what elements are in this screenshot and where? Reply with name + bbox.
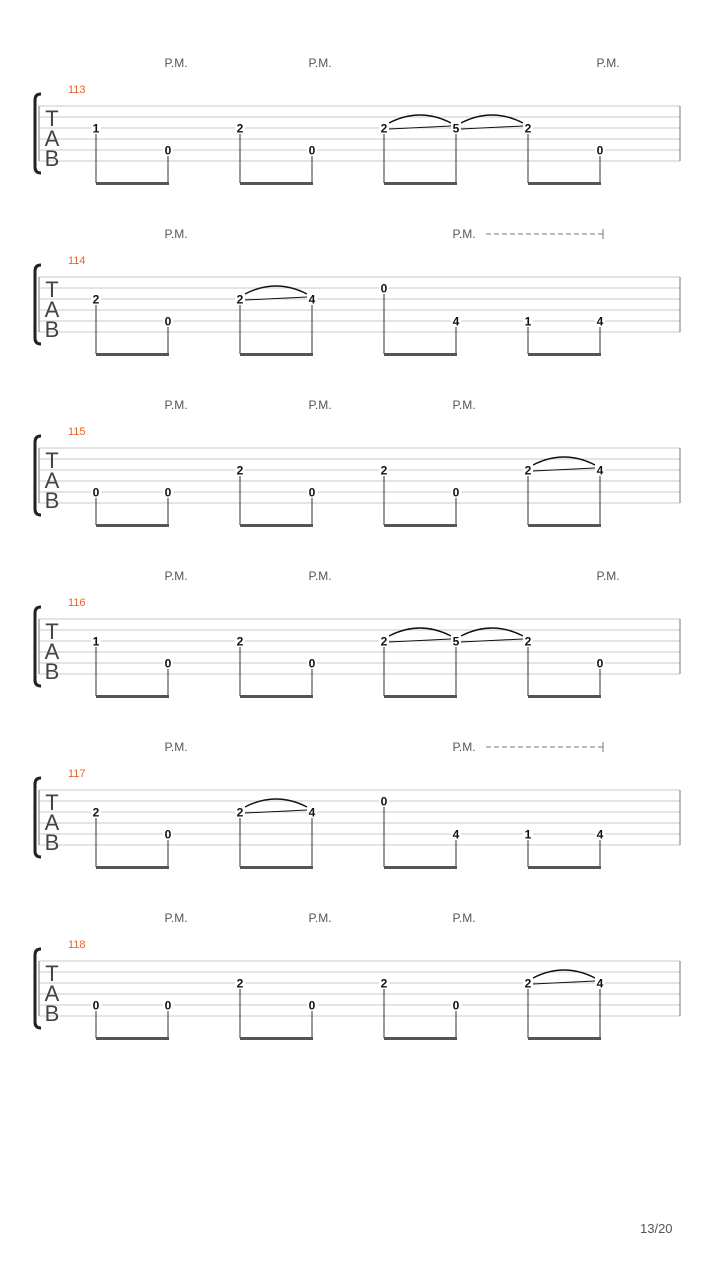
slur: [533, 970, 595, 978]
palm-mute-label: P.M.: [308, 56, 332, 70]
beam: [96, 866, 169, 869]
fret-number: 5: [452, 121, 460, 136]
beam: [240, 1037, 313, 1040]
fret-number: 4: [596, 976, 604, 991]
palm-mute-label: P.M.: [164, 911, 188, 925]
beam: [528, 524, 601, 527]
palm-mute-label: P.M.: [596, 56, 620, 70]
page-number: 13/20: [640, 1221, 673, 1236]
tab-system-115: [35, 398, 680, 527]
fret-number: 2: [236, 463, 244, 478]
beam: [384, 524, 457, 527]
slur: [389, 628, 451, 636]
tab-clef-t: T: [45, 961, 59, 986]
slur: [461, 628, 523, 636]
fret-number: 2: [236, 805, 244, 820]
slur: [245, 286, 307, 294]
fret-number: 2: [236, 121, 244, 136]
fret-number: 4: [596, 314, 604, 329]
slur: [245, 799, 307, 807]
palm-mute-label: P.M.: [452, 398, 476, 412]
beam: [96, 182, 169, 185]
tab-system-117: [35, 740, 680, 869]
fret-number: 0: [380, 794, 388, 809]
fret-number: 2: [92, 292, 100, 307]
fret-number: 0: [380, 281, 388, 296]
fret-number: 2: [380, 121, 388, 136]
tab-system-118: [35, 911, 680, 1040]
fret-number: 1: [92, 634, 100, 649]
fret-number: 2: [524, 634, 532, 649]
measure-number: 115: [68, 426, 86, 438]
fret-number: 0: [164, 143, 172, 158]
tab-clef-b: B: [44, 830, 60, 855]
beam: [384, 695, 457, 698]
fret-number: 5: [452, 634, 460, 649]
beam: [528, 353, 601, 356]
fret-number: 0: [452, 998, 460, 1013]
tab-clef-b: B: [44, 1001, 60, 1026]
measure-number: 113: [68, 84, 86, 96]
fret-number: 2: [524, 976, 532, 991]
beam: [96, 353, 169, 356]
tab-clef-a: A: [44, 810, 60, 835]
palm-mute-label: P.M.: [452, 227, 476, 241]
fret-number: 0: [164, 827, 172, 842]
beam: [240, 182, 313, 185]
fret-number: 2: [236, 976, 244, 991]
measure-number: 114: [68, 255, 86, 267]
fret-number: 0: [308, 656, 316, 671]
measure-number: 118: [68, 939, 86, 951]
fret-number: 2: [92, 805, 100, 820]
beam: [528, 695, 601, 698]
fret-number: 0: [596, 143, 604, 158]
fret-number: 0: [164, 656, 172, 671]
fret-number: 4: [596, 463, 604, 478]
beam: [384, 182, 457, 185]
tab-clef-t: T: [45, 619, 59, 644]
beam: [240, 866, 313, 869]
slur: [533, 457, 595, 465]
tab-system-113: [35, 56, 680, 185]
palm-mute-label: P.M.: [596, 569, 620, 583]
slur: [389, 115, 451, 123]
fret-number: 1: [524, 314, 532, 329]
fret-number: 2: [236, 292, 244, 307]
fret-number: 0: [308, 485, 316, 500]
beam: [96, 695, 169, 698]
fret-number: 0: [308, 143, 316, 158]
palm-mute-label: P.M.: [452, 911, 476, 925]
beam: [384, 866, 457, 869]
fret-number: 0: [92, 998, 100, 1013]
beam: [528, 1037, 601, 1040]
tab-clef-a: A: [44, 297, 60, 322]
tab-clef-b: B: [44, 146, 60, 171]
fret-number: 0: [596, 656, 604, 671]
tab-clef-a: A: [44, 639, 60, 664]
fret-number: 0: [308, 998, 316, 1013]
tab-system-116: [35, 569, 680, 698]
tab-clef-a: A: [44, 981, 60, 1006]
beam: [240, 524, 313, 527]
tab-clef-b: B: [44, 659, 60, 684]
palm-mute-label: P.M.: [164, 398, 188, 412]
fret-number: 2: [380, 976, 388, 991]
tab-clef-b: B: [44, 317, 60, 342]
fret-number: 0: [164, 314, 172, 329]
tab-clef-a: A: [44, 468, 60, 493]
beam: [528, 182, 601, 185]
fret-number: 4: [452, 314, 460, 329]
beam: [528, 866, 601, 869]
measure-number: 116: [68, 597, 86, 609]
fret-number: 1: [92, 121, 100, 136]
beam: [384, 353, 457, 356]
fret-number: 1: [524, 827, 532, 842]
fret-number: 2: [236, 634, 244, 649]
tab-clef-t: T: [45, 106, 59, 131]
beam: [240, 353, 313, 356]
tab-clef-t: T: [45, 277, 59, 302]
palm-mute-label: P.M.: [308, 569, 332, 583]
tab-clef-t: T: [45, 448, 59, 473]
beam: [384, 1037, 457, 1040]
slur: [461, 115, 523, 123]
tab-system-114: [35, 227, 680, 356]
palm-mute-label: P.M.: [308, 911, 332, 925]
fret-number: 2: [380, 463, 388, 478]
fret-number: 4: [308, 805, 316, 820]
tab-clef-b: B: [44, 488, 60, 513]
measure-number: 117: [68, 768, 86, 780]
fret-number: 2: [524, 463, 532, 478]
fret-number: 4: [308, 292, 316, 307]
palm-mute-label: P.M.: [308, 398, 332, 412]
palm-mute-label: P.M.: [164, 569, 188, 583]
palm-mute-label: P.M.: [164, 740, 188, 754]
fret-number: 0: [164, 998, 172, 1013]
beam: [96, 1037, 169, 1040]
beam: [96, 524, 169, 527]
palm-mute-label: P.M.: [164, 56, 188, 70]
fret-number: 2: [380, 634, 388, 649]
beam: [240, 695, 313, 698]
tab-clef-t: T: [45, 790, 59, 815]
fret-number: 4: [452, 827, 460, 842]
fret-number: 0: [92, 485, 100, 500]
tab-clef-a: A: [44, 126, 60, 151]
fret-number: 4: [596, 827, 604, 842]
fret-number: 0: [452, 485, 460, 500]
palm-mute-label: P.M.: [452, 740, 476, 754]
fret-number: 0: [164, 485, 172, 500]
fret-number: 2: [524, 121, 532, 136]
palm-mute-label: P.M.: [164, 227, 188, 241]
